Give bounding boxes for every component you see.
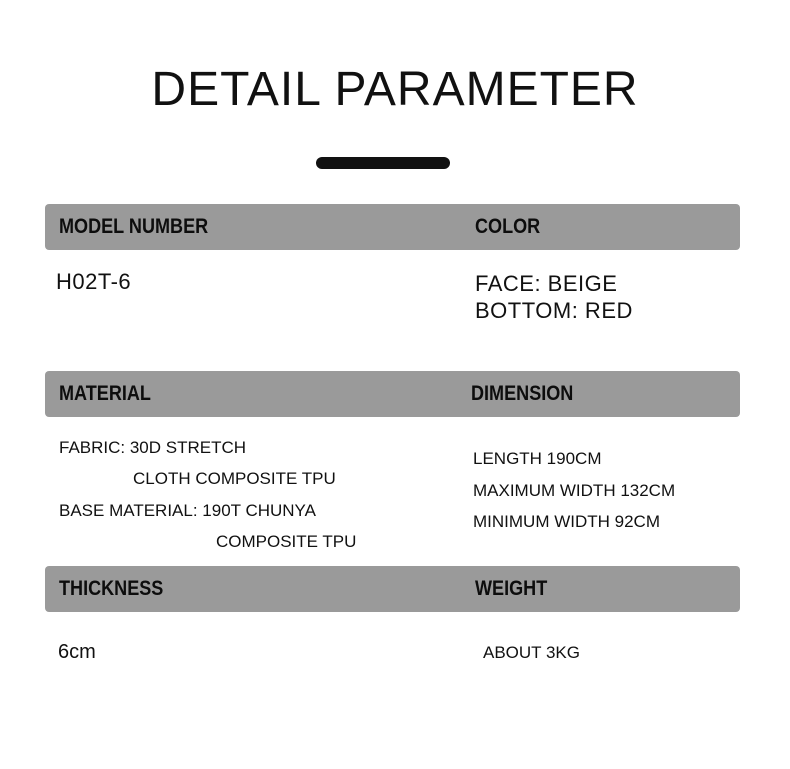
title-divider bbox=[316, 157, 450, 169]
value-weight: ABOUT 3KG bbox=[483, 643, 580, 662]
value-model-number: H02T-6 bbox=[56, 269, 132, 294]
value-dimension-max-width: MAXIMUM WIDTH 132CM bbox=[473, 481, 676, 500]
value-material-fabric-cont: CLOTH COMPOSITE TPU bbox=[133, 469, 336, 488]
label-model-number: MODEL NUMBER bbox=[59, 215, 209, 238]
value-material-base: BASE MATERIAL: 190T CHUNYA bbox=[59, 501, 316, 520]
value-dimension-length: LENGTH 190CM bbox=[473, 449, 602, 468]
label-weight: WEIGHT bbox=[475, 577, 548, 600]
label-material: MATERIAL bbox=[59, 382, 151, 405]
value-dimension-min-width: MINIMUM WIDTH 92CM bbox=[473, 512, 660, 531]
page-title: DETAIL PARAMETER bbox=[151, 63, 639, 116]
value-thickness: 6cm bbox=[58, 641, 96, 663]
value-material-base-cont: COMPOSITE TPU bbox=[216, 532, 357, 551]
label-thickness: THICKNESS bbox=[59, 577, 164, 600]
label-dimension: DIMENSION bbox=[471, 382, 574, 405]
value-material-fabric: FABRIC: 30D STRETCH bbox=[59, 438, 247, 457]
value-color-face: FACE: BEIGE bbox=[475, 271, 618, 296]
value-color-bottom: BOTTOM: RED bbox=[475, 298, 633, 323]
label-color: COLOR bbox=[475, 215, 541, 238]
